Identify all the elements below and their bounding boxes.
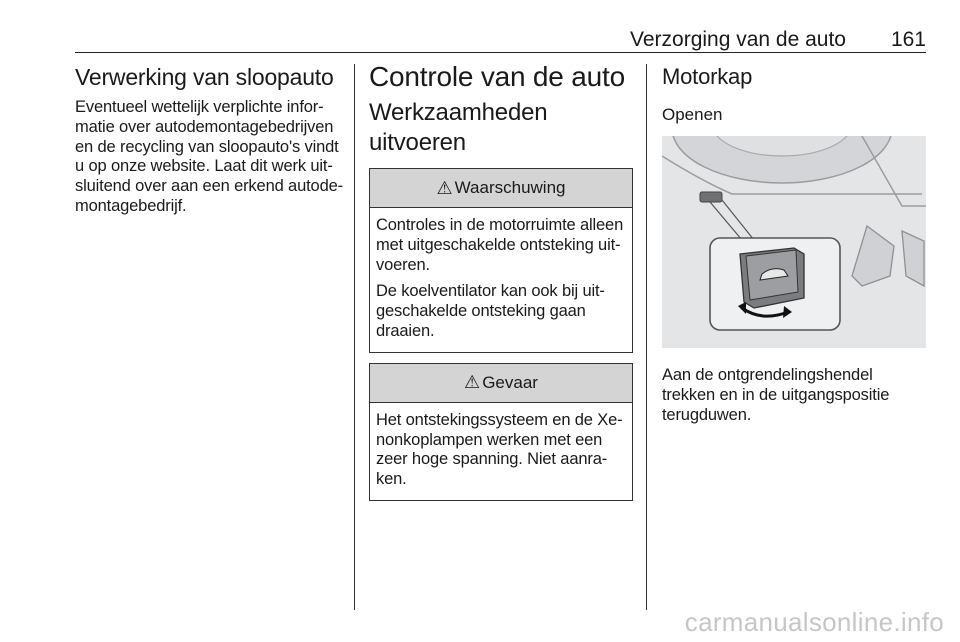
warning-paragraph: De koelventilator kan ook bij uit-geschakelde ontsteking gaan draaien. (376, 282, 605, 340)
warning-box-body (370, 208, 632, 352)
body-paragraph: Eventueel wettelijk verplichte infor-matie over autodemontagebedrijven en de recycling van sloopauto's vindt u op onze website. Laat dit werk uit-sluitend over aan een erkend autode-montagebedrijf. (75, 98, 343, 215)
illustration-svg (662, 136, 926, 348)
section-heading: Verwerking van sloopauto (75, 64, 334, 90)
danger-box (369, 363, 633, 501)
column-divider (354, 64, 355, 610)
column-middle (369, 62, 633, 511)
running-title: Verzorging van de auto (630, 28, 846, 51)
warning-triangle-icon: ⚠ (436, 177, 453, 198)
page-number: 161 (890, 28, 926, 51)
danger-box-body (370, 403, 632, 500)
danger-title: Gevaar (482, 372, 538, 392)
column-left (75, 62, 347, 217)
column-divider (646, 64, 647, 610)
column-right (662, 62, 930, 425)
sub-heading: Werkzaamheden uitvoeren (369, 99, 548, 156)
warning-box-header (370, 169, 632, 208)
bonnet-release-lever-illustration (662, 136, 926, 348)
danger-box-header (370, 364, 632, 403)
sub-heading: Openen (662, 105, 723, 124)
warning-title: Waarschuwing (454, 178, 566, 197)
warning-box (369, 168, 633, 353)
page-header (75, 26, 926, 53)
section-heading: Controle van de auto (369, 61, 625, 92)
watermark: carmanualsonline.info (684, 607, 944, 637)
danger-paragraph: Het ontstekingssysteem en de Xe-nonkoplampen werken met een zeer hoge spanning. Niet aanra-ken. (376, 410, 623, 489)
body-paragraph: Aan de ontgrendelingshendel trekken en in de uitgangspositie terugduwen. (662, 366, 890, 424)
warning-paragraph: Controles in de motorruimte alleen met uitgeschakelde ontsteking uit-voeren. (376, 216, 624, 274)
warning-triangle-icon: ⚠ (464, 372, 481, 393)
section-heading: Motorkap (662, 64, 753, 89)
